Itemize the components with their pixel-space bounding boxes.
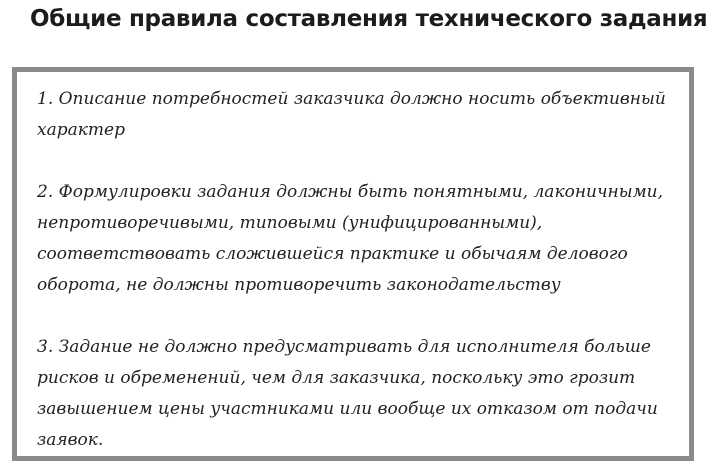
- rules-box: [12, 67, 694, 461]
- rule-item-3: 3. Задание не должно предусматривать для исполнителя больше рисков и обременений, чем для заказчика, поскольку это грозит завышением цены участниками или вообще их отказом от подачи заявок.: [37, 337, 658, 450]
- rule-item-1: 1. Описание потребностей заказчика должно носить объективный характер: [37, 89, 666, 140]
- page-title: Общие правила составления технического задания: [30, 6, 708, 32]
- rules-list: [37, 84, 687, 456]
- rule-item-2: 2. Формулировки задания должны быть понятными, лаконичными, непротиворечивыми, типовыми (унифицированными), соответствовать сложившейся практике и обычаям делового оборота, не должны противоречить законодательству: [37, 182, 664, 295]
